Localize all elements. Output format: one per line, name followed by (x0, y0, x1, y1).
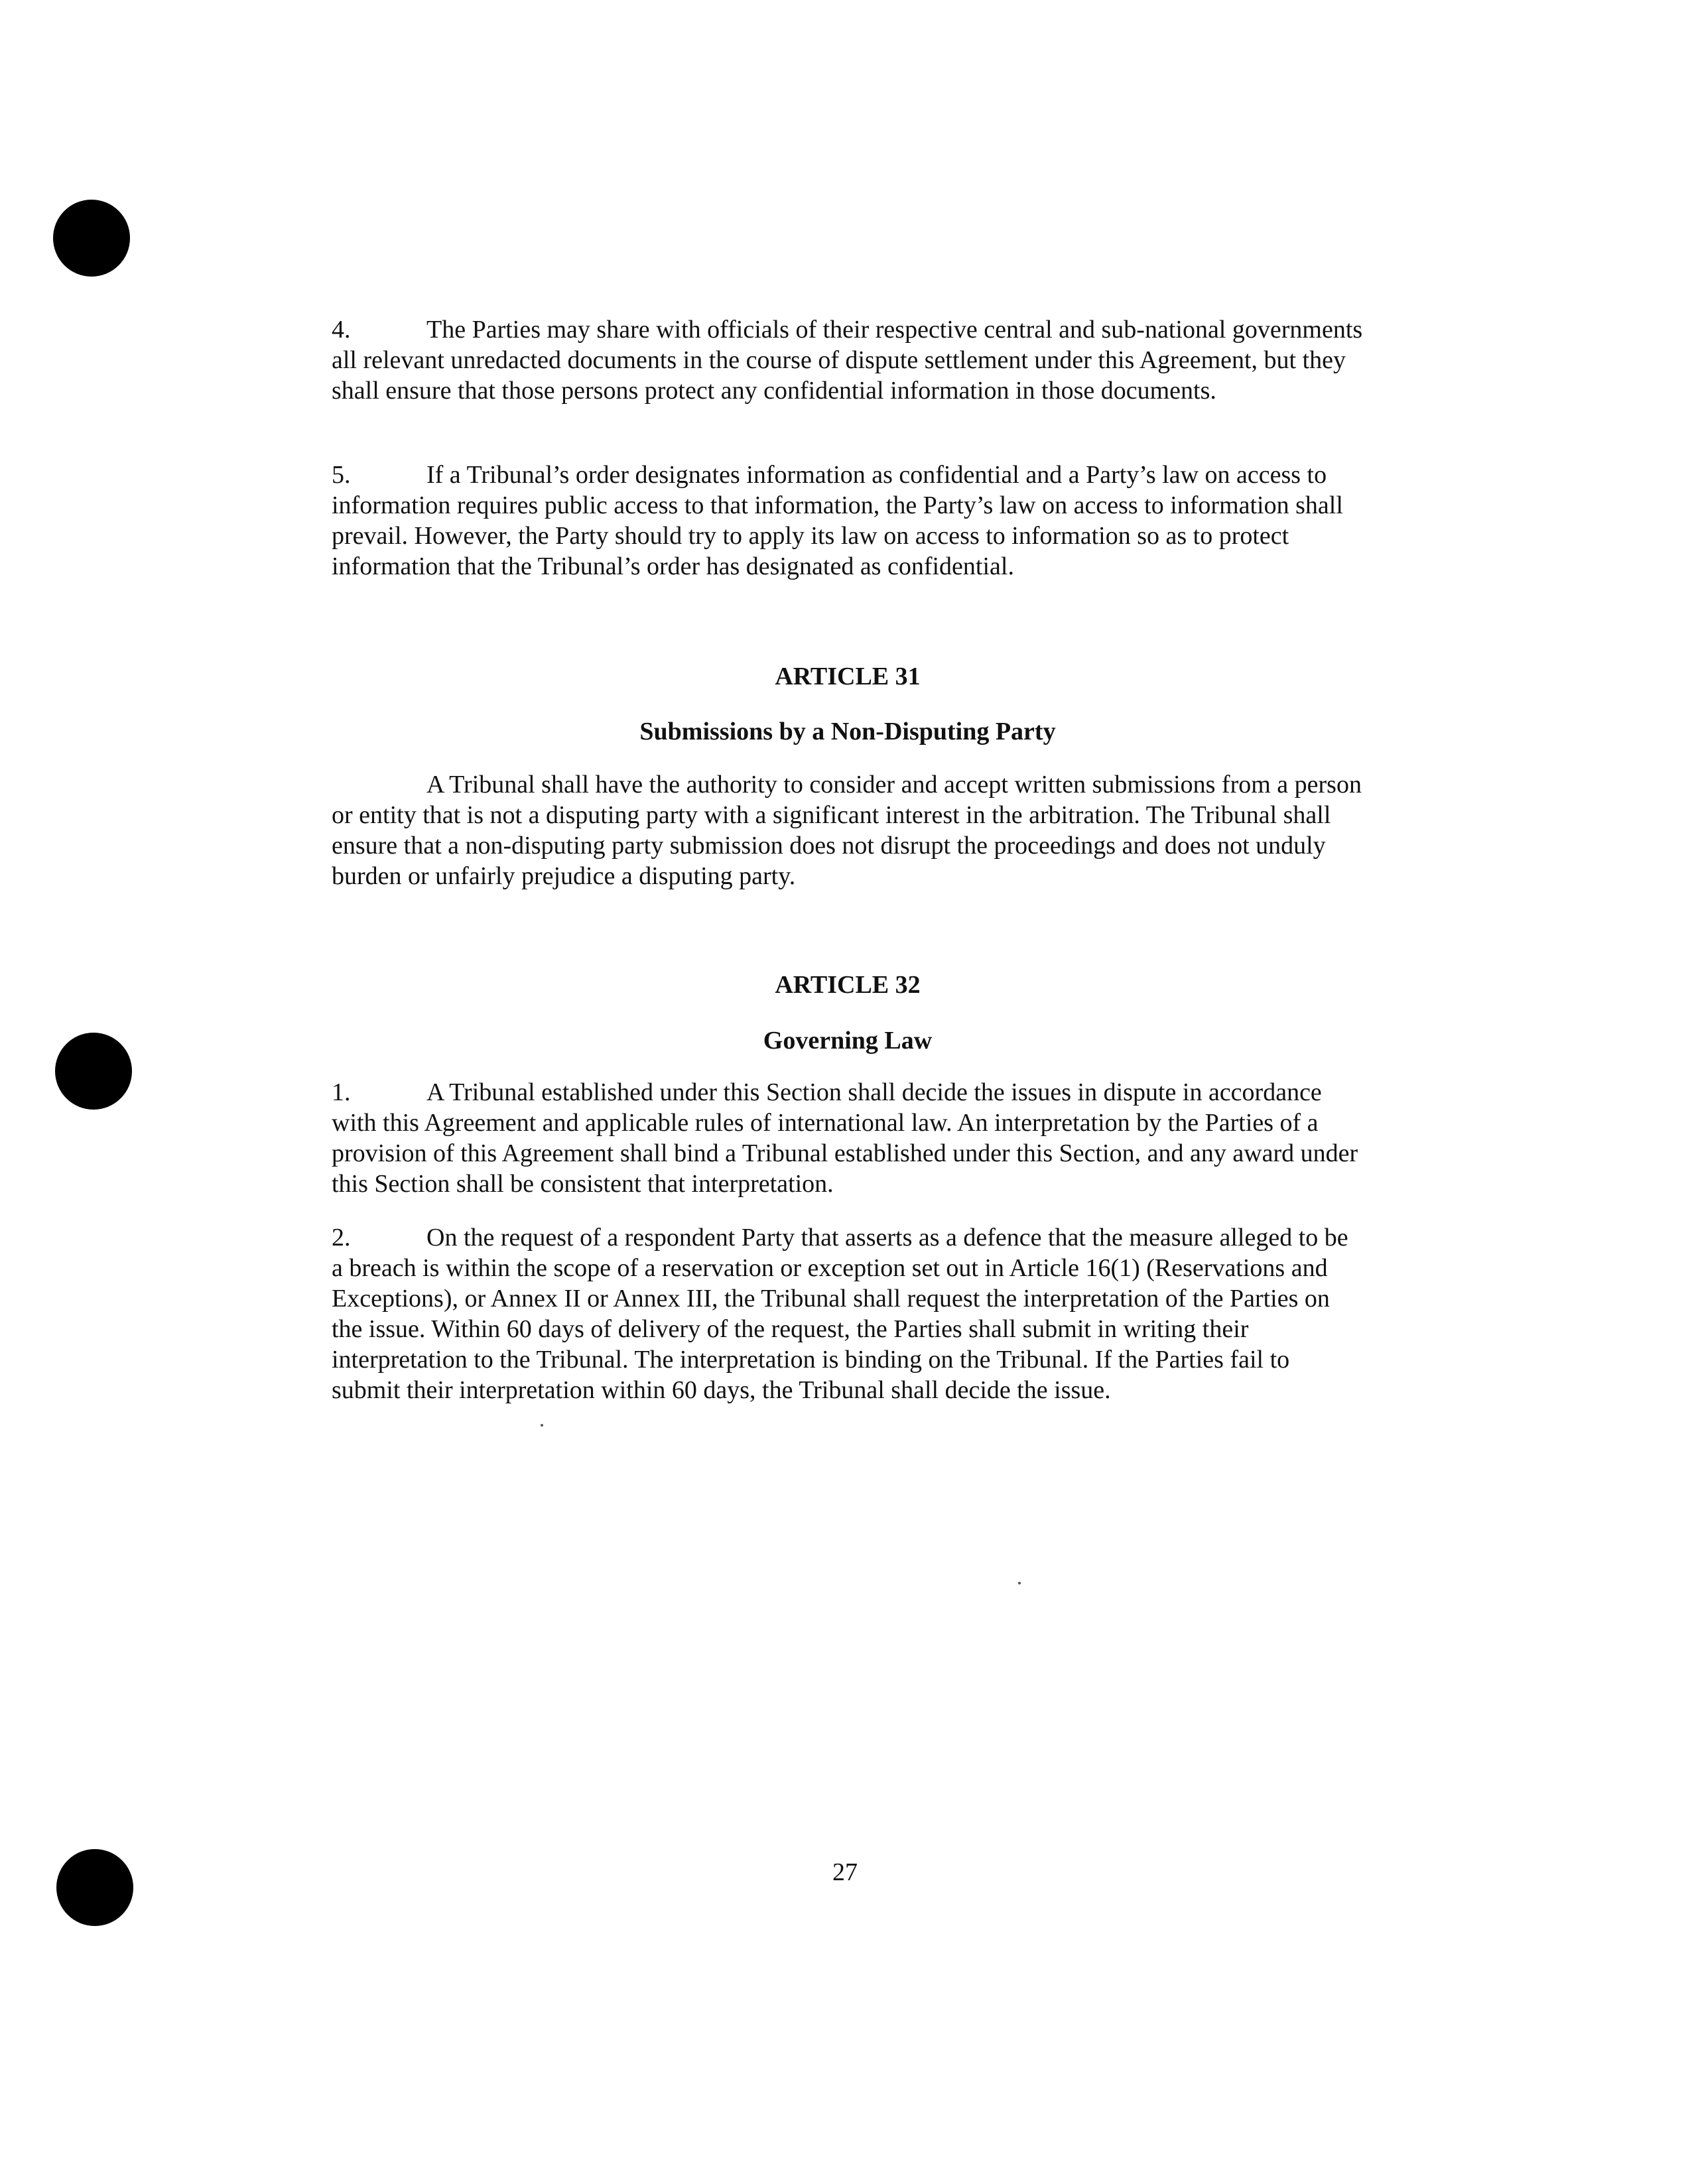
paragraph-number: 4. (332, 316, 351, 344)
paragraph-5 (332, 460, 1364, 582)
scan-speck (1018, 1582, 1021, 1584)
scan-speck (541, 1424, 543, 1427)
paragraph-4 (332, 314, 1364, 406)
paragraph-number: 2. (332, 1224, 351, 1252)
article-31-title: Submissions by a Non-Disputing Party (639, 718, 1056, 745)
paragraph-text: The Parties may share with officials of their respective central and sub-national governments all relevant unredacted documents in the course of dispute settlement under this Agreement, but they shall ensure that those persons protect any confidential information in those documents. (332, 316, 1363, 405)
punch-hole-middle (55, 1033, 132, 1110)
article-32-paragraph-1 (332, 1077, 1364, 1199)
paragraph-text: A Tribunal established under this Section shall decide the issues in dispute in accordance with this Agreement and applicable rules of international law. An interpretation by the Parties of a provision of this Agreement shall bind a Tribunal established under this Section, and any award under this Section shall be consistent that interpretation. (332, 1078, 1358, 1198)
article-31-heading: ARTICLE 31 (775, 663, 921, 690)
article-31-text: A Tribunal shall have the authority to consider and accept written submissions from a person or entity that is not a disputing party with a significant interest in the arbitration. The Tribunal shall ensure that a non-disputing party submission does not disrupt the proceedings and does not unduly burden or unfairly prejudice a disputing party. (332, 771, 1362, 890)
paragraph-text: If a Tribunal’s order designates information as confidential and a Party’s law on access to information requires public access to that information, the Party’s law on access to information shall prevail. However, the Party should try to apply its law on access to information so as to protect information that the Tribunal’s order has designated as confidential. (332, 461, 1343, 580)
paragraph-number: 5. (332, 461, 351, 489)
article-32-heading: ARTICLE 32 (775, 971, 921, 999)
article-32-title: Governing Law (763, 1027, 933, 1055)
article-32-paragraph-2 (332, 1222, 1364, 1405)
article-31-body (332, 769, 1364, 891)
punch-hole-top (53, 200, 130, 277)
paragraph-number: 1. (332, 1078, 351, 1106)
page-number: 27 (832, 1858, 858, 1886)
paragraph-text: On the request of a respondent Party that asserts as a defence that the measure alleged to be a breach is within the scope of a reservation or exception set out in Article 16(1) (Reservations and Exceptions), or Annex II or Annex III, the Tribunal shall request the interpretation of the Parties on the issue. Within 60 days of delivery of the request, the Parties shall submit in writing their interpretation to the Tribunal. The interpretation is binding on the Tribunal. If the Parties fail to submit their interpretation within 60 days, the Tribunal shall decide the issue. (332, 1224, 1348, 1404)
